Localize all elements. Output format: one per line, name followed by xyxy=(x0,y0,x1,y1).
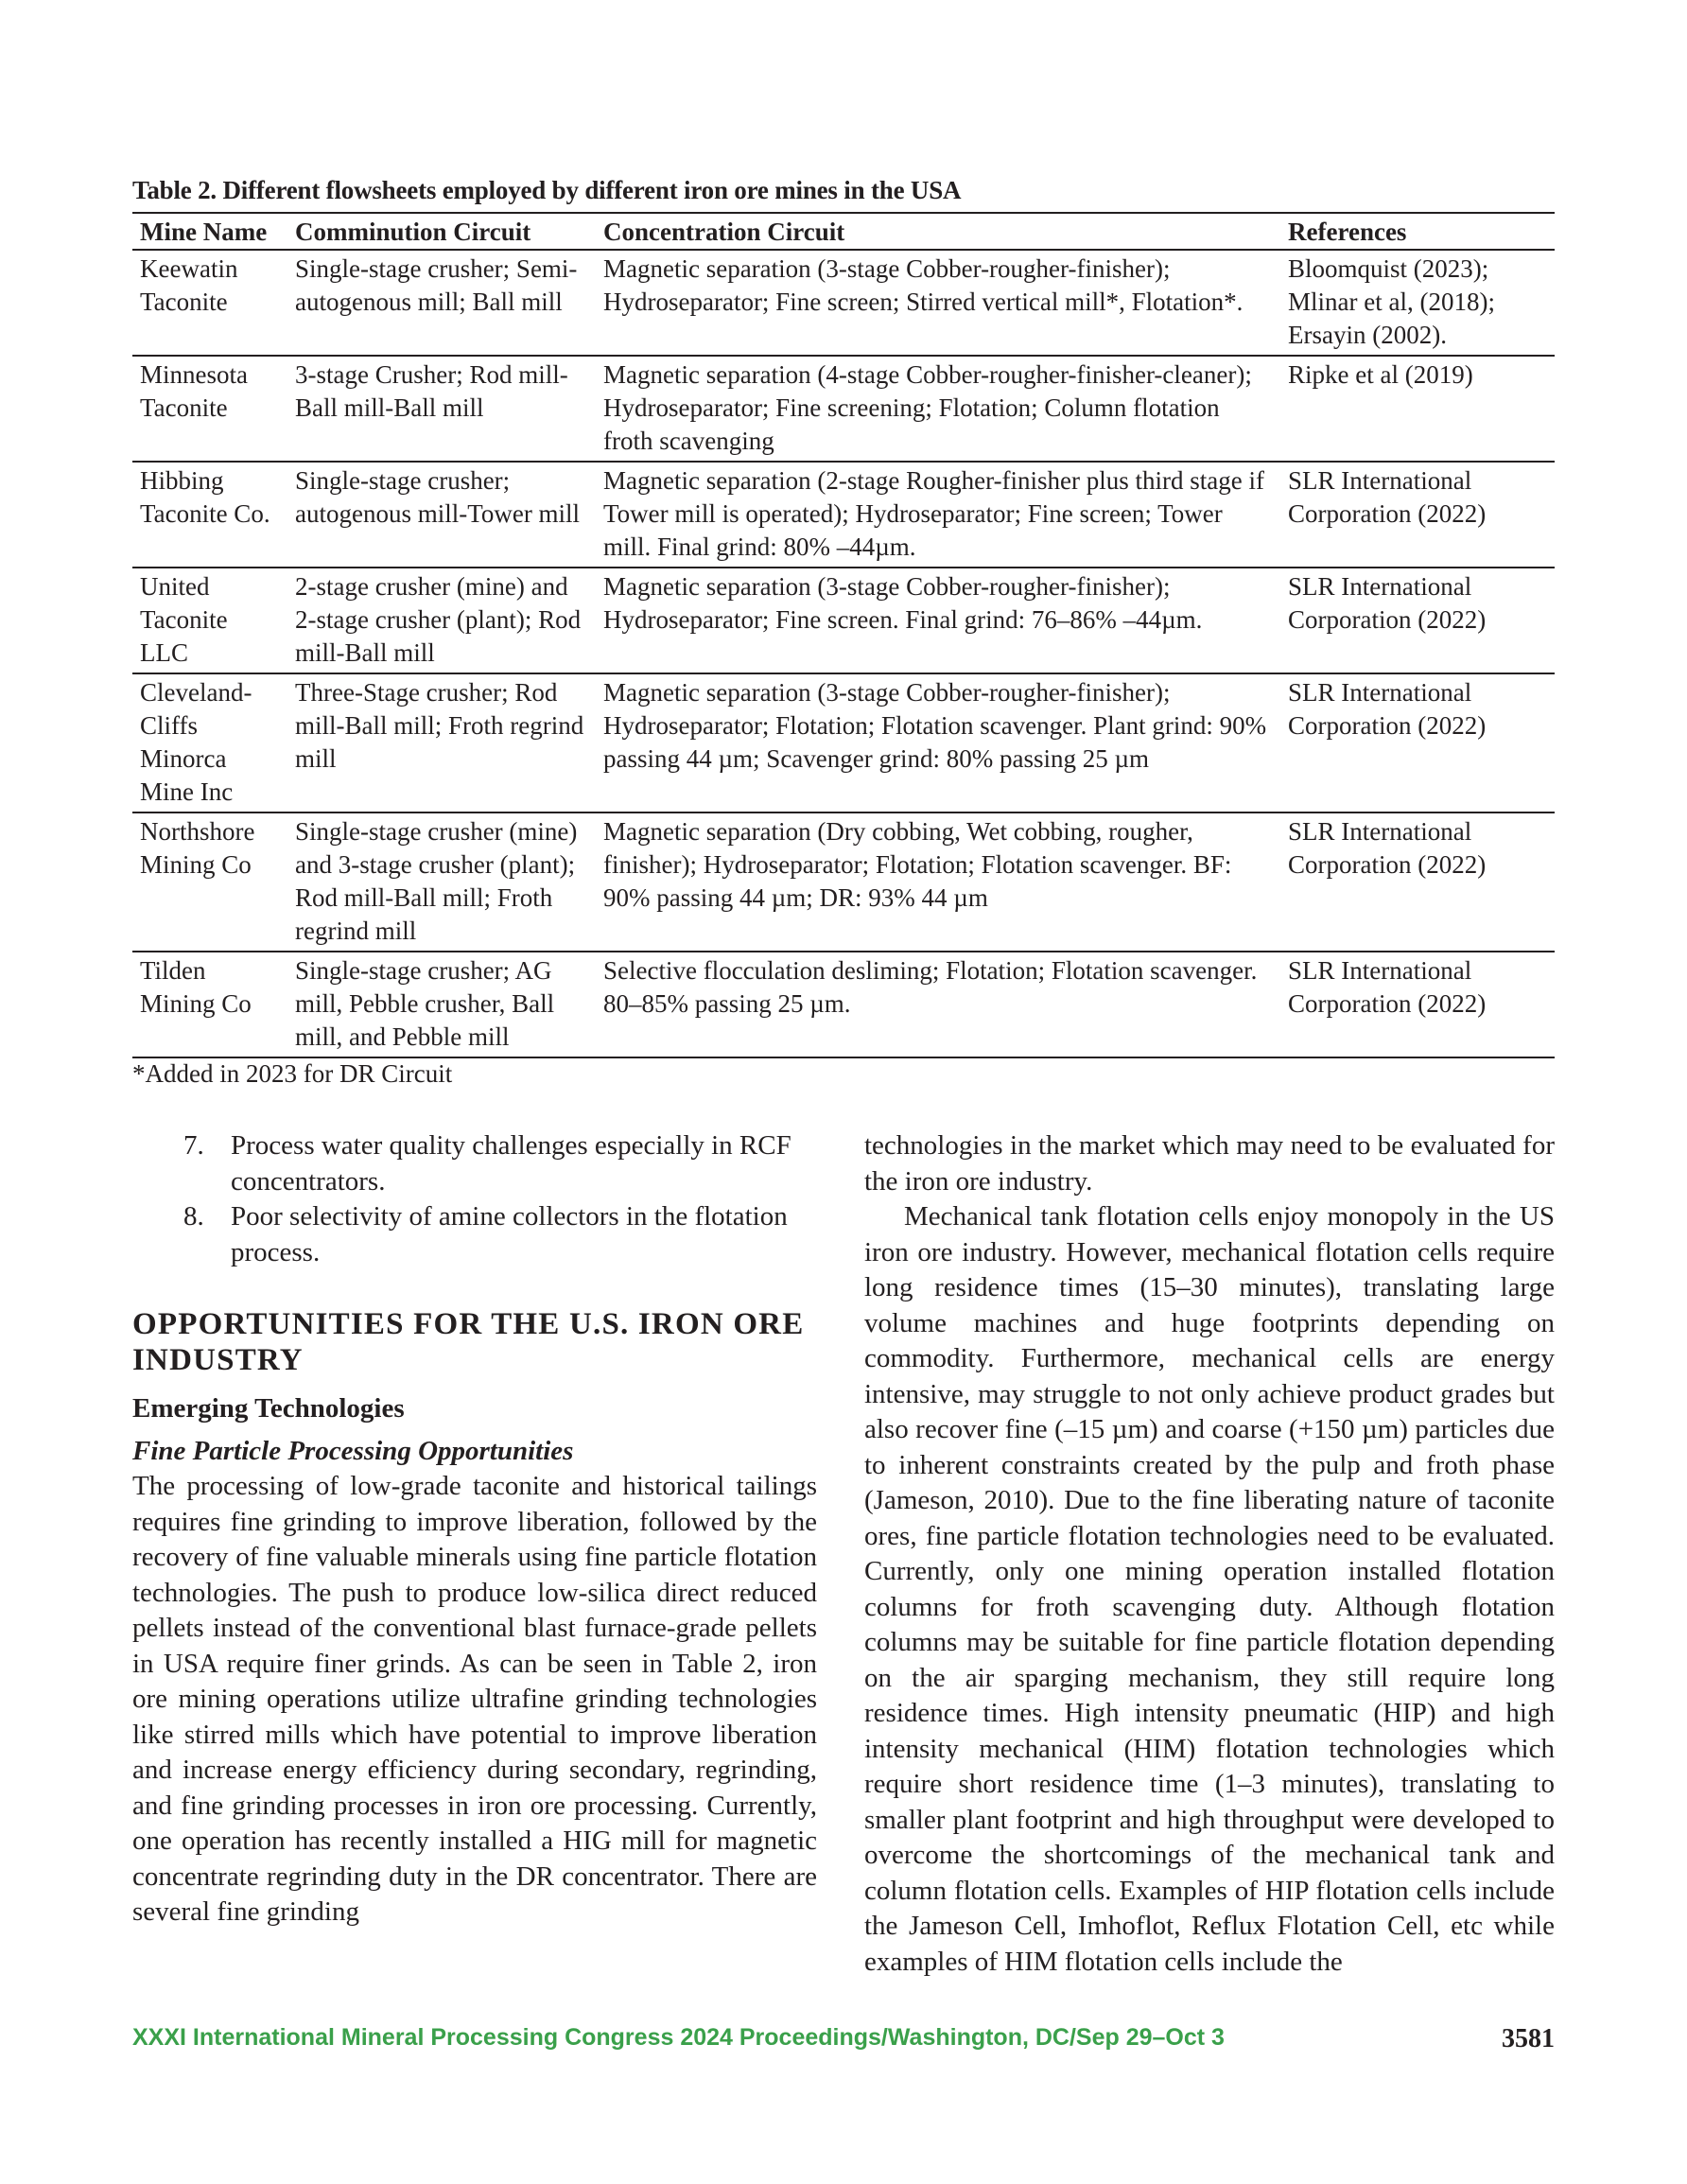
cell-mine: Northshore Mining Co xyxy=(132,812,287,952)
continued-paragraph: technologies in the market which may need to be evaluated for the iron ore industry. xyxy=(864,1130,1555,1197)
cell-references: SLR International Corporation (2022) xyxy=(1280,673,1555,812)
left-column xyxy=(132,1128,817,1931)
body-paragraph: The processing of low-grade taconite and historical tailings requires fine grinding to improve liberation, followed by the recovery of fine valuable minerals using fine particle flotation technologies. The push to produce low-silica direct reduced pellets instead of the conventional blast furnace-grade pellets in USA require finer grinds. As can be seen in Table 2, iron ore mining operations utilize ultrafine grinding technologies like stirred mills which have potential to improve liberation and increase energy efficiency during secondary, regrinding, and fine grinding processes in iron ore processing. Currently, one operation has recently installed a HIG mill for magnetic concentrate regrinding duty in the DR concentrator. There are several fine grinding xyxy=(132,1471,817,1927)
cell-concentration: Magnetic separation (Dry cobbing, Wet cobbing, rougher, finisher); Hydroseparator; Flotation; Flotation scavenger. BF: 90% passing 44 µm; DR: 93% 44 µm xyxy=(596,812,1280,952)
list-number: 8. xyxy=(183,1201,204,1232)
cell-comminution: Single-stage crusher; autogenous mill-Tower mill xyxy=(287,462,596,568)
cell-mine: Minnesota Taconite xyxy=(132,356,287,462)
list-number: 7. xyxy=(183,1130,204,1161)
cell-mine: United Taconite LLC xyxy=(132,568,287,673)
cell-concentration: Selective flocculation desliming; Flotation; Flotation scavenger. 80–85% passing 25 µm. xyxy=(596,952,1280,1057)
list-text: Poor selectivity of amine collectors in the flotation process. xyxy=(231,1201,788,1267)
table-row xyxy=(132,673,1555,812)
section-heading: OPPORTUNITIES FOR THE U.S. IRON ORE INDUSTRY xyxy=(132,1307,805,1377)
cell-mine: Hibbing Taconite Co. xyxy=(132,462,287,568)
table-row xyxy=(132,812,1555,952)
cell-references: SLR International Corporation (2022) xyxy=(1280,568,1555,673)
cell-mine: Keewatin Taconite xyxy=(132,250,287,356)
header-comminution-circuit: Comminution Circuit xyxy=(287,213,596,250)
table-row xyxy=(132,462,1555,568)
page-footer xyxy=(132,2024,1555,2062)
cell-concentration: Magnetic separation (2-stage Rougher-finisher plus third stage if Tower mill is operated); Hydroseparator; Fine screen; Tower mill. Final grind: 80% –44µm. xyxy=(596,462,1280,568)
cell-comminution: Three-Stage crusher; Rod mill-Ball mill; Froth regrind mill xyxy=(287,673,596,812)
cell-references: SLR International Corporation (2022) xyxy=(1280,952,1555,1057)
header-concentration-circuit: Concentration Circuit xyxy=(596,213,1280,250)
cell-comminution: 2-stage crusher (mine) and 2-stage crusher (plant); Rod mill-Ball mill xyxy=(287,568,596,673)
table-row xyxy=(132,356,1555,462)
cell-concentration: Magnetic separation (3-stage Cobber-rougher-finisher); Hydroseparator; Flotation; Flotation scavenger. Plant grind: 90% passing 44 µm; Scavenger grind: 80% passing 25 µm xyxy=(596,673,1280,812)
subsubheading: Fine Particle Processing Opportunities xyxy=(132,1436,574,1466)
header-references: References xyxy=(1280,213,1555,250)
body-paragraph: Mechanical tank flotation cells enjoy monopoly in the US iron ore industry. However, mechanical flotation cells require long residence times (15–30 minutes), translating large volume machines and huge footprints depending on commodity. Furthermore, mechanical cells are energy intensive, may struggle to not only achieve product grades but also recover fine (–15 µm) and coarse (+150 µm) particles due to inherent constraints created by the pulp and froth phase (Jameson, 2010). Due to the fine liberating nature of taconite ores, fine particle flotation technologies need to be evaluated. Currently, only one mining operation installed flotation columns for froth scavenging duty. Although flotation columns may be suitable for fine particle flotation depending on the air sparging mechanism, they still require long residence times. High intensity pneumatic (HIP) and high intensity mechanical (HIM) flotation technologies which require short residence time (1–3 minutes), translating to smaller plant footprint and high throughput were developed to overcome the shortcomings of the mechanical tank and column flotation cells. Examples of HIP flotation cells include the Jameson Cell, Imhoflot, Reflux Flotation Cell, etc while examples of HIM flotation cells include the xyxy=(864,1201,1555,1977)
cell-concentration: Magnetic separation (3-stage Cobber-rougher-finisher); Hydroseparator; Fine screen. Final grind: 76–86% –44µm. xyxy=(596,568,1280,673)
challenges-list xyxy=(132,1128,817,1270)
list-item xyxy=(132,1199,817,1270)
cell-comminution: Single-stage crusher (mine) and 3-stage crusher (plant); Rod mill-Ball mill; Froth regrind mill xyxy=(287,812,596,952)
flowsheet-table xyxy=(132,212,1555,1058)
cell-mine: Cleveland-Cliffs Minorca Mine Inc xyxy=(132,673,287,812)
cell-mine: Tilden Mining Co xyxy=(132,952,287,1057)
table-footnote: *Added in 2023 for DR Circuit xyxy=(132,1059,453,1088)
cell-references: SLR International Corporation (2022) xyxy=(1280,462,1555,568)
list-text: Process water quality challenges especially in RCF concentrators. xyxy=(231,1130,791,1197)
subheading: Emerging Technologies xyxy=(132,1393,405,1424)
cell-concentration: Magnetic separation (4-stage Cobber-rougher-finisher-cleaner); Hydroseparator; Fine screening; Flotation; Column flotation froth scavenging xyxy=(596,356,1280,462)
table-header-row xyxy=(132,213,1555,250)
cell-references: Bloomquist (2023); Mlinar et al, (2018); Ersayin (2002). xyxy=(1280,250,1555,356)
cell-references: SLR International Corporation (2022) xyxy=(1280,812,1555,952)
table-row xyxy=(132,952,1555,1057)
cell-comminution: 3-stage Crusher; Rod mill-Ball mill-Ball mill xyxy=(287,356,596,462)
cell-references: Ripke et al (2019) xyxy=(1280,356,1555,462)
cell-concentration: Magnetic separation (3-stage Cobber-rougher-finisher); Hydroseparator; Fine screen; Stirred vertical mill*, Flotation*. xyxy=(596,250,1280,356)
table-row xyxy=(132,250,1555,356)
conference-title: XXXI International Mineral Processing Congress 2024 Proceedings/Washington, DC/Sep 29–Oct 3 xyxy=(132,2024,1225,2051)
table-row xyxy=(132,568,1555,673)
cell-comminution: Single-stage crusher; Semi-autogenous mill; Ball mill xyxy=(287,250,596,356)
list-item xyxy=(132,1128,817,1199)
cell-comminution: Single-stage crusher; AG mill, Pebble crusher, Ball mill, and Pebble mill xyxy=(287,952,596,1057)
table-caption: Table 2. Different flowsheets employed by different iron ore mines in the USA xyxy=(132,176,962,204)
page-number: 3581 xyxy=(1502,2024,1555,2053)
right-column xyxy=(864,1128,1555,1980)
header-mine-name: Mine Name xyxy=(132,213,287,250)
